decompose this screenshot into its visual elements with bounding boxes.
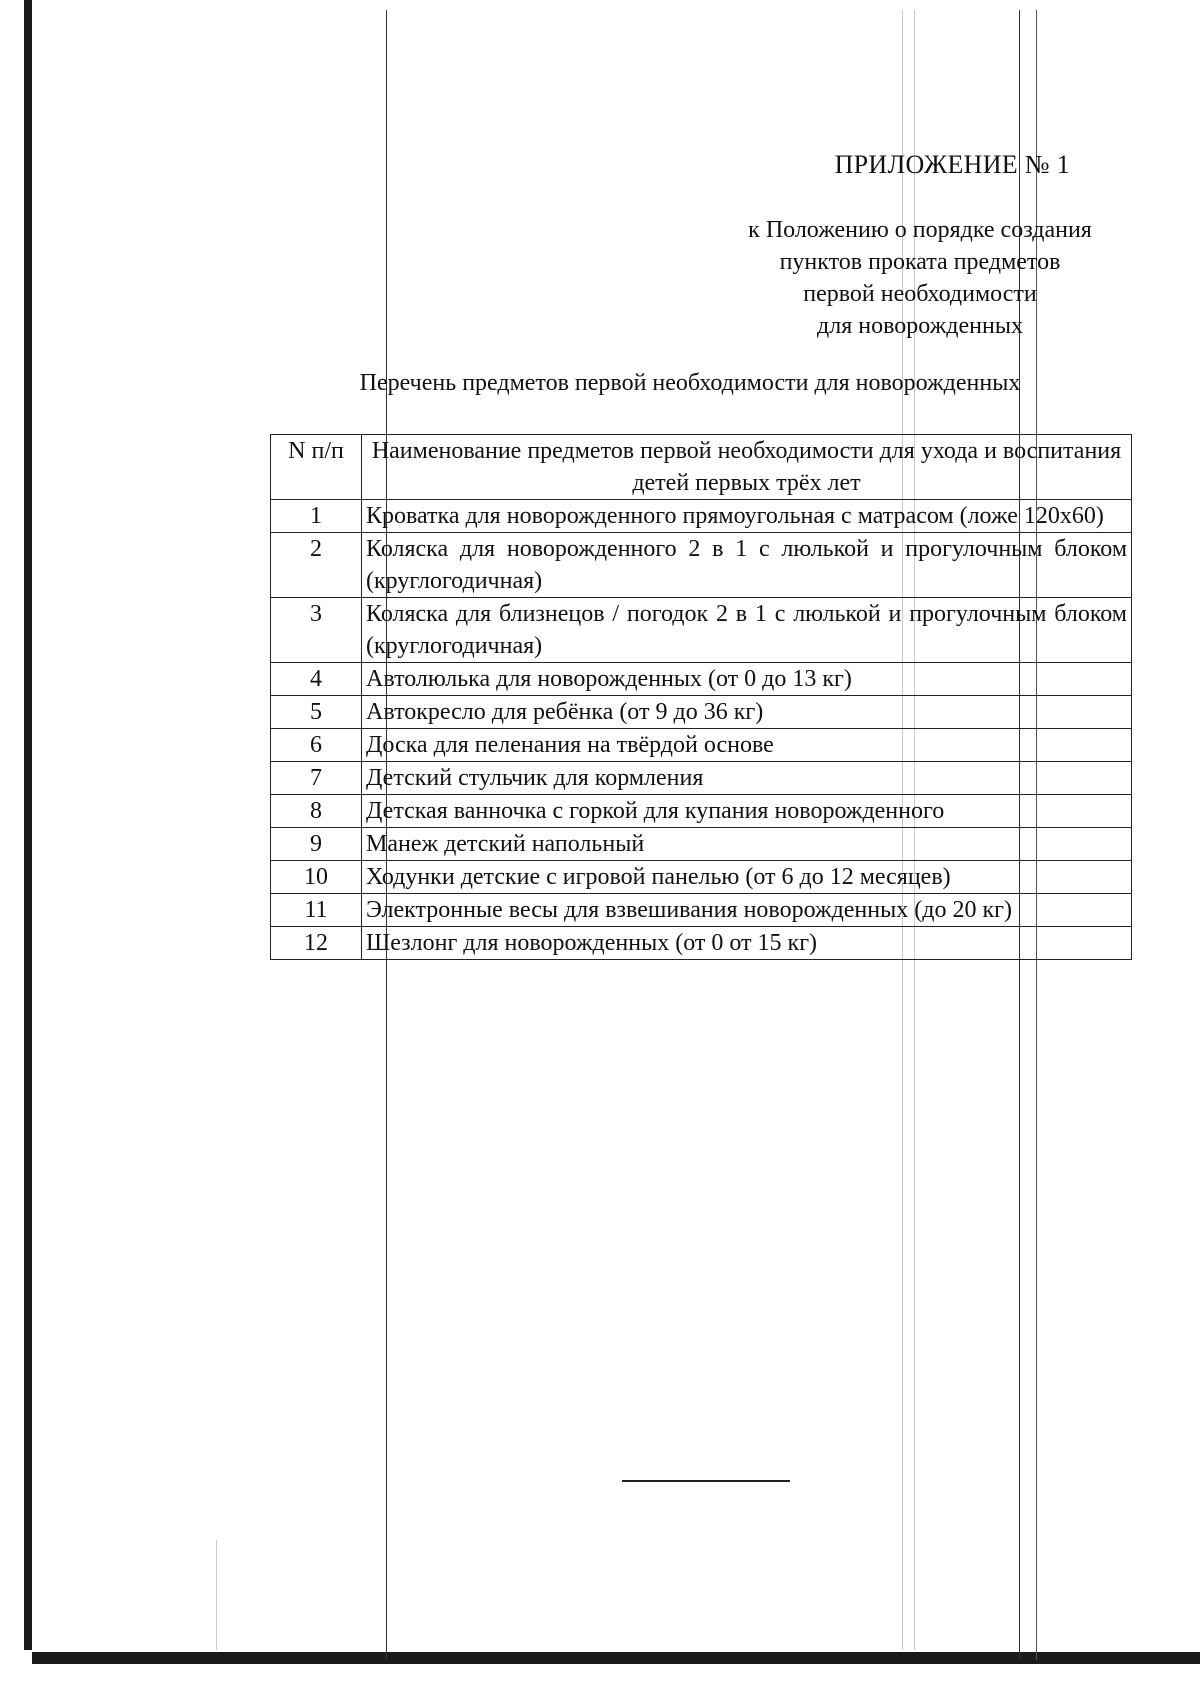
- row-item-name: Кроватка для новорожденного прямоугольная с матрасом (ложе 120х60): [362, 500, 1132, 533]
- row-number: 12: [271, 927, 362, 960]
- row-item-name: Коляска для новорожденного 2 в 1 с люлькой и прогулочным блоком (круглогодичная): [362, 533, 1132, 598]
- table-row: [271, 696, 1132, 729]
- table-row: [271, 500, 1132, 533]
- table-row: [271, 927, 1132, 960]
- row-item-name: Коляска для близнецов / погодок 2 в 1 с люлькой и прогулочным блоком (круглогодичная): [362, 598, 1132, 663]
- row-item-name: Детский стульчик для кормления: [362, 762, 1132, 795]
- row-number: 5: [271, 696, 362, 729]
- row-number: 3: [271, 598, 362, 663]
- table-row: [271, 828, 1132, 861]
- row-number: 8: [271, 795, 362, 828]
- row-item-name: Ходунки детские с игровой панелью (от 6 до 12 месяцев): [362, 861, 1132, 894]
- table-row: [271, 762, 1132, 795]
- row-item-name: Автолюлька для новорожденных (от 0 до 13 кг): [362, 663, 1132, 696]
- row-number: 11: [271, 894, 362, 927]
- list-title: Перечень предметов первой необходимости для новорожденных: [359, 370, 1021, 396]
- appendix-title: ПРИЛОЖЕНИЕ № 1: [834, 150, 1070, 179]
- row-number: 4: [271, 663, 362, 696]
- row-number: 1: [271, 500, 362, 533]
- row-item-name: Манеж детский напольный: [362, 828, 1132, 861]
- table-row: [271, 729, 1132, 762]
- row-number: 7: [271, 762, 362, 795]
- header-number: N п/п: [271, 435, 362, 500]
- appendix-reference-line: первой необходимости: [803, 281, 1037, 307]
- table-row: [271, 894, 1132, 927]
- footer-separator-line: [622, 1480, 790, 1482]
- row-number: 6: [271, 729, 362, 762]
- row-number: 10: [271, 861, 362, 894]
- scan-edge-bottom: [32, 1652, 1200, 1664]
- row-item-name: Электронные весы для взвешивания новорожденных (до 20 кг): [362, 894, 1132, 927]
- items-table: [270, 434, 1132, 960]
- row-item-name: Шезлонг для новорожденных (от 0 от 15 кг): [362, 927, 1132, 960]
- table-row: [271, 598, 1132, 663]
- table-row: [271, 861, 1132, 894]
- header-name: Наименование предметов первой необходимости для ухода и воспитания детей первых трёх лет: [362, 435, 1132, 500]
- row-number: 9: [271, 828, 362, 861]
- appendix-reference-line: для новорожденных: [817, 313, 1023, 339]
- row-number: 2: [271, 533, 362, 598]
- row-item-name: Доска для пеленания на твёрдой основе: [362, 729, 1132, 762]
- appendix-reference: [700, 214, 1140, 342]
- table-row: [271, 795, 1132, 828]
- scan-line: [216, 1540, 217, 1650]
- scan-edge-left: [24, 0, 32, 1650]
- row-item-name: Автокресло для ребёнка (от 9 до 36 кг): [362, 696, 1132, 729]
- row-item-name: Детская ванночка с горкой для купания новорожденного: [362, 795, 1132, 828]
- table-header-row: [271, 435, 1132, 500]
- appendix-reference-line: пунктов проката предметов: [779, 249, 1061, 275]
- table-row: [271, 663, 1132, 696]
- table-row: [271, 533, 1132, 598]
- appendix-reference-line: к Положению о порядке создания: [748, 217, 1092, 243]
